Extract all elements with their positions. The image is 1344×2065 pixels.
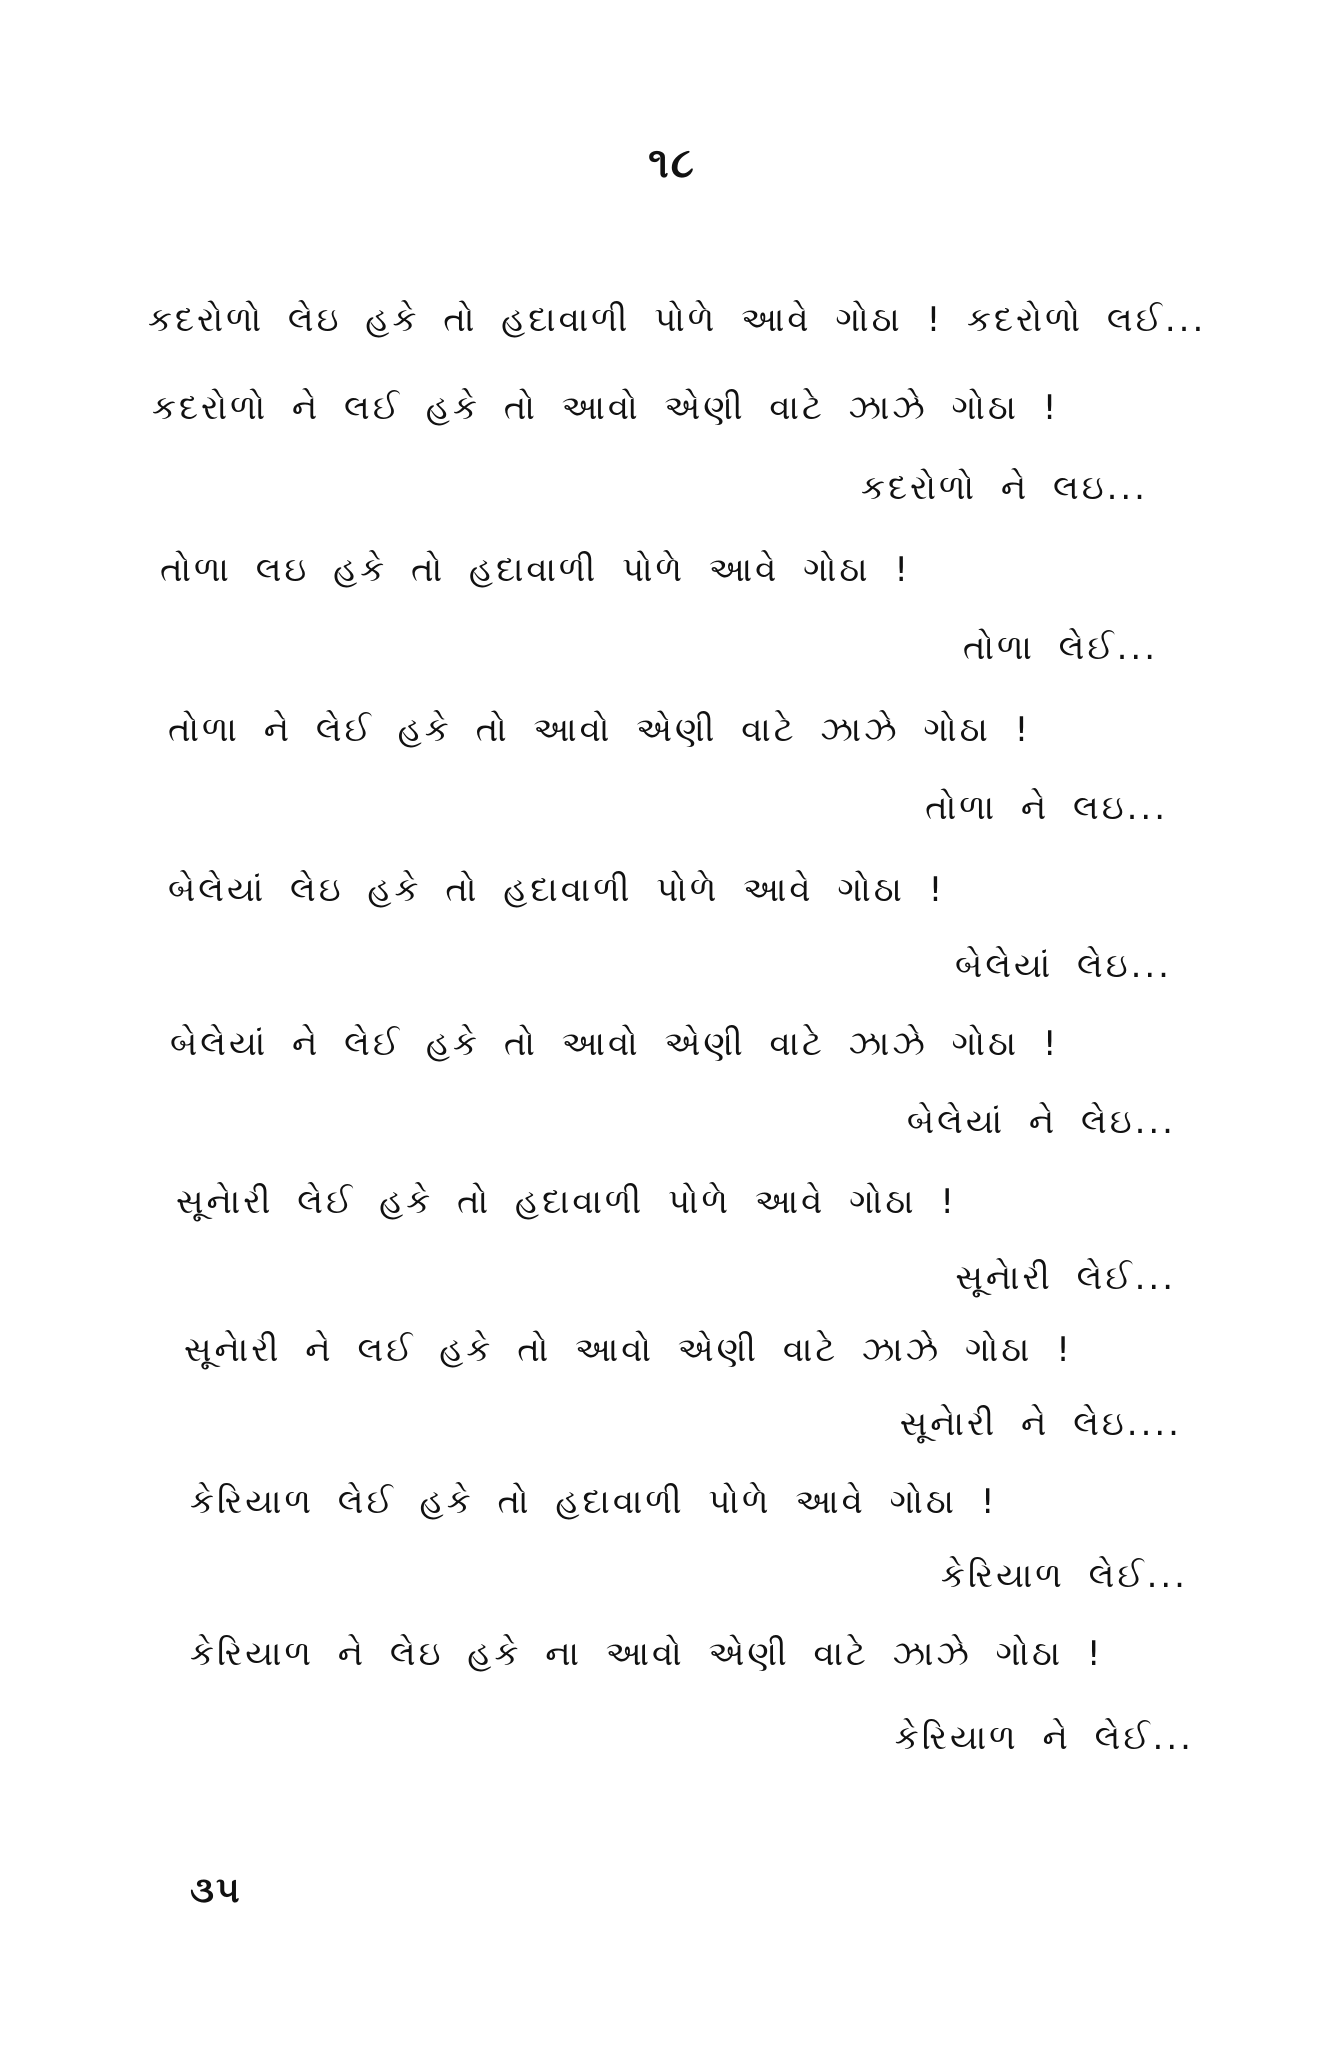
verse-line-7: સૂનેારી લેઈ હકે તો હદાવાળી પોળે આવે ગોઠા ! [176,1182,957,1222]
verse-line-10: કેરિયાળ ને લેઇ હકે ના આવો એણી વાટે ઝાઝે ગોઠા ! [190,1634,1104,1674]
verse-line-4: તોળા ને લેઈ હકે તો આવો એણી વાટે ઝાઝે ગોઠા ! [168,710,1032,750]
verse-line-1: કદરોળો લેઇ હકે તો હદાવાળી પોળે આવે ગોઠા ! કદરોળો લઈ... [148,300,1207,340]
refrain-8: સૂનેારી ને લેઇ.... [899,1404,1182,1444]
verse-line-2: કદરોળો ને લઈ હકે તો આવો એણી વાટે ઝાઝે ગોઠા ! [152,388,1060,428]
page-number: ૩૫ [190,1870,242,1911]
refrain-2: કદરોળો ને લઇ... [860,468,1148,508]
refrain-10: કેરિયાળ ને લેઈ... [894,1718,1194,1758]
verse-line-3: તોળા લઇ હકે તો હદાવાળી પોળે આવે ગોઠા ! [160,550,911,590]
verse-line-6: બેલેયાં ને લેઈ હકે તો આવો એણી વાટે ઝાઝે ગોઠા ! [170,1024,1060,1064]
refrain-9: કેરિયાળ લેઈ... [940,1556,1188,1596]
refrain-7: સૂનેારી લેઈ... [955,1258,1176,1298]
song-number: ૧૮ [648,138,696,187]
refrain-3: તોળા લેઈ... [962,628,1158,668]
verse-line-8: સૂનેારી ને લઈ હકે તો આવો એણી વાટે ઝાઝે ગોઠા ! [184,1330,1073,1370]
refrain-6: બેલેયાં ને લેઇ... [906,1102,1176,1142]
refrain-4: તોળા ને લઇ... [925,788,1168,828]
verse-line-5: બેલેયાં લેઇ હકે તો હદાવાળી પોળે આવે ગોઠા ! [168,870,946,910]
verse-line-9: કેરિયાળ લેઈ હકે તો હદાવાળી પોળે આવે ગોઠા ! [190,1482,998,1522]
refrain-5: બેલેયાં લેઇ... [955,946,1172,986]
